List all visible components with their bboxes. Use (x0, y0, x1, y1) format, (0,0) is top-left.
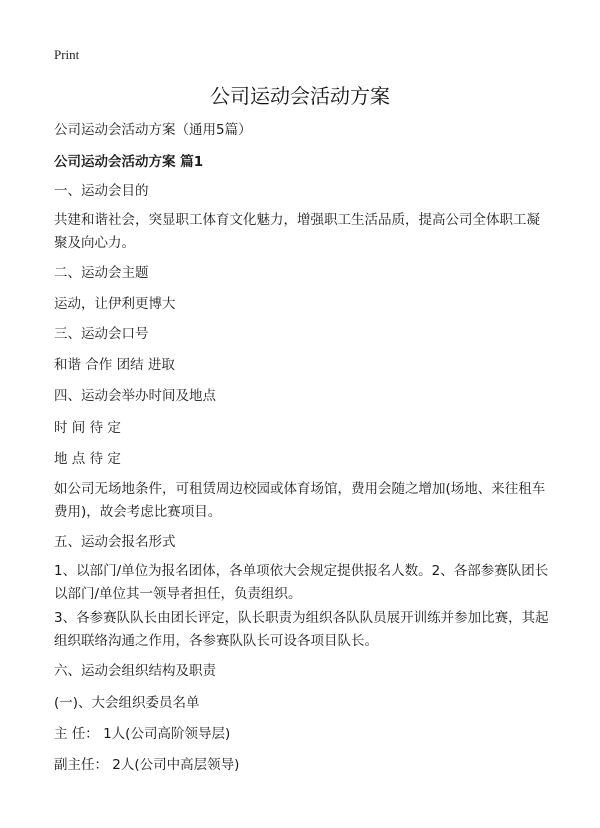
print-link[interactable]: Print (54, 47, 80, 62)
paragraph-slogan: 和谐 合作 团结 进取 (54, 357, 175, 373)
paragraph-theme: 运动，让伊利更博大 (54, 296, 176, 312)
paragraph-purpose: 共建和谐社会，突显职工体育文化魅力，增强职工生活品质，提高公司全体职工凝聚及向心力。 (54, 212, 540, 251)
heading-theme: 二、运动会主题 (54, 265, 149, 281)
section-heading: 公司运动会活动方案 篇1 (54, 154, 204, 170)
paragraph-registration-1: 1、以部门/单位为报名团体，各单项依大会规定提供报名人数。2、各部参赛队团长以部门/单位其一领导者担任，负责组织。 (54, 563, 549, 602)
heading-time-place: 四、运动会举办时间及地点 (54, 388, 216, 404)
paragraph-time: 时 间 待 定 (54, 420, 121, 436)
paragraph-deputy-director: 副主任： 2人(公司中高层领导) (54, 757, 240, 773)
heading-registration: 五、运动会报名形式 (54, 534, 176, 550)
document-title: 公司运动会活动方案 (210, 84, 390, 108)
document-subtitle: 公司运动会活动方案（通用5篇） (54, 122, 252, 138)
paragraph-venue-note: 如公司无场地条件，可租赁周边校园或体育场馆，费用会随之增加(场地、来往租车费用)，故会考虑比赛项目。 (54, 481, 546, 520)
heading-purpose: 一、运动会目的 (54, 183, 149, 199)
heading-organization: 六、运动会组织结构及职责 (54, 663, 216, 679)
heading-committee: (一)、大会组织委员名单 (54, 695, 200, 711)
paragraph-director: 主 任： 1人(公司高阶领导层) (54, 726, 231, 742)
heading-slogan: 三、运动会口号 (54, 326, 149, 342)
paragraph-place: 地 点 待 定 (54, 451, 121, 467)
paragraph-registration-2: 3、各参赛队队长由团长评定，队长职责为组织各队队员展开训练并参加比赛，其起组织联络沟通之作用，各参赛队队长可设各项目队长。 (54, 610, 549, 649)
